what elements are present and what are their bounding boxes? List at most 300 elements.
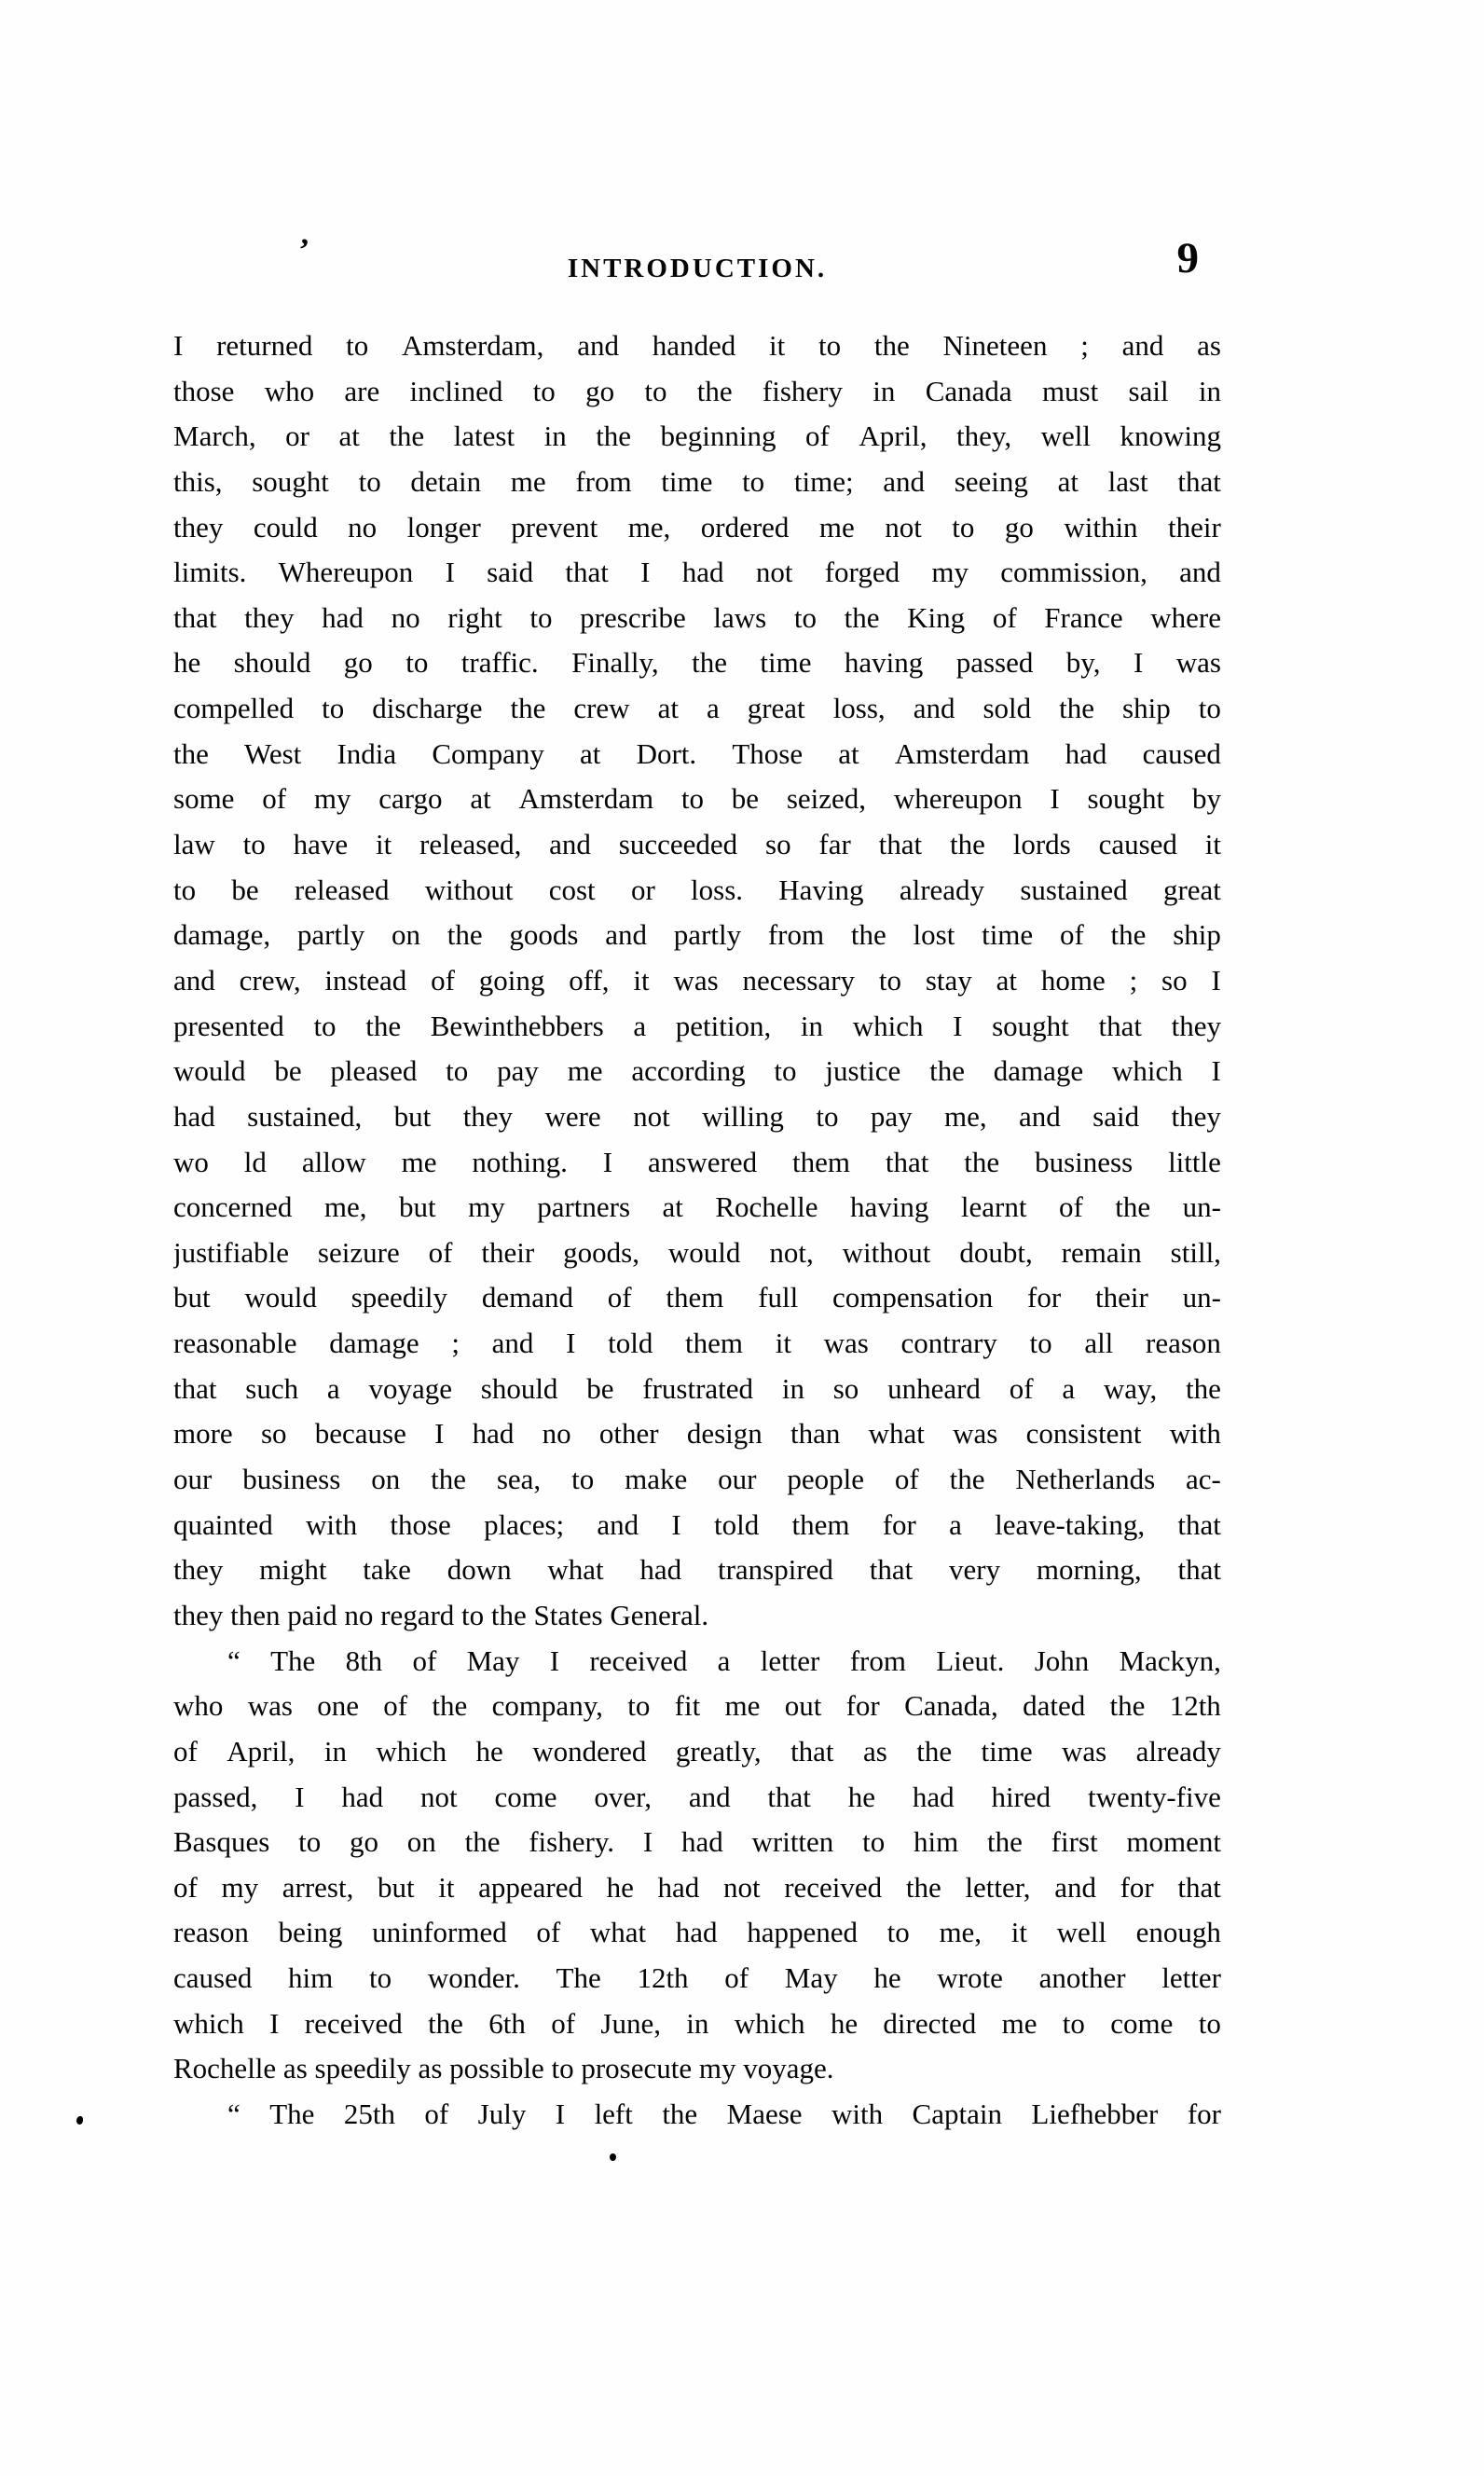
word: so xyxy=(1161,963,1188,997)
word: reason xyxy=(1146,1327,1221,1360)
word: on xyxy=(391,918,420,952)
word: whereupon xyxy=(893,782,1023,816)
text-line xyxy=(173,1321,1221,1367)
word: that xyxy=(790,1734,834,1768)
word: reasonable xyxy=(173,1327,297,1360)
word: him xyxy=(914,1825,959,1859)
ink-speck-apostrophe: ’ xyxy=(296,232,311,268)
word: of xyxy=(607,1281,632,1314)
word: was xyxy=(247,1689,293,1723)
word: had xyxy=(639,1553,682,1587)
word: in xyxy=(686,2006,709,2040)
text-line xyxy=(173,1275,1221,1321)
word: I xyxy=(640,556,651,589)
word: hired xyxy=(991,1780,1051,1813)
text-line xyxy=(173,460,1221,505)
word: of xyxy=(1059,918,1084,952)
word: limits. xyxy=(173,556,247,589)
text-line xyxy=(173,777,1221,822)
text-line xyxy=(173,868,1221,914)
word: this, xyxy=(173,464,223,498)
word: time xyxy=(661,464,713,498)
word: sold xyxy=(982,692,1032,725)
word: without xyxy=(424,873,514,906)
word: April, xyxy=(859,420,928,453)
word: of xyxy=(551,2006,576,2040)
word: great xyxy=(1162,873,1221,906)
word: first xyxy=(1051,1825,1098,1859)
word: our xyxy=(173,1463,213,1496)
word: them xyxy=(791,1507,850,1541)
word: sea, xyxy=(496,1463,542,1496)
word: cargo xyxy=(378,782,443,816)
word: the xyxy=(596,420,632,453)
word: sought xyxy=(992,1009,1069,1042)
word: sustained xyxy=(1020,873,1128,906)
word: be xyxy=(586,1371,614,1405)
word: the xyxy=(431,1463,466,1496)
word: and xyxy=(1179,556,1221,589)
word: and xyxy=(605,918,647,952)
word: to xyxy=(173,873,197,906)
word: to xyxy=(313,1009,337,1042)
word: well xyxy=(1056,1916,1106,1949)
word: in xyxy=(781,1371,804,1405)
word: released xyxy=(294,873,390,906)
word: that xyxy=(1098,1009,1142,1042)
word: last xyxy=(1107,464,1148,498)
word: might xyxy=(259,1553,327,1587)
word: full xyxy=(758,1281,799,1314)
word: a xyxy=(633,1009,647,1042)
word: sought xyxy=(1087,782,1165,816)
text-line xyxy=(173,1820,1221,1865)
word: not xyxy=(722,1870,761,1904)
word: passed, xyxy=(173,1780,258,1813)
word: reason xyxy=(173,1916,249,1949)
word: petition, xyxy=(675,1009,772,1042)
word: received xyxy=(589,1644,688,1677)
word: compelled xyxy=(173,692,295,725)
word: the xyxy=(173,736,209,770)
word: remain xyxy=(1061,1235,1142,1269)
word: May xyxy=(784,1961,838,1995)
word: my xyxy=(468,1190,505,1224)
word: left xyxy=(594,2097,633,2130)
word: morning, xyxy=(1036,1553,1142,1587)
word: caused xyxy=(1142,736,1221,770)
word: partly xyxy=(673,918,742,952)
word: that xyxy=(885,1145,929,1178)
word: it xyxy=(375,828,392,861)
word: to xyxy=(793,600,818,634)
word: fishery. xyxy=(529,1825,615,1859)
word: him xyxy=(288,1961,334,1995)
word: had xyxy=(681,556,724,589)
word: as xyxy=(1197,329,1221,362)
word: they xyxy=(1171,1099,1221,1133)
word: I xyxy=(1050,782,1060,816)
word: me, xyxy=(944,1099,987,1133)
word: my xyxy=(313,782,351,816)
word: would xyxy=(173,1054,246,1088)
word: of xyxy=(894,1463,919,1496)
word: un- xyxy=(1182,1281,1221,1314)
word: at xyxy=(470,782,491,816)
word: it xyxy=(1204,828,1221,861)
word: dated xyxy=(1023,1689,1086,1723)
word: who xyxy=(264,374,315,407)
word: moment xyxy=(1126,1825,1221,1859)
word: said xyxy=(487,556,534,589)
paragraph xyxy=(173,323,1221,1639)
word: succeeded xyxy=(618,828,738,861)
word: had xyxy=(675,1916,718,1949)
word: to xyxy=(1198,692,1221,725)
word: damage, xyxy=(173,918,271,952)
word: having xyxy=(844,646,924,680)
text-line: Rochelle as speedily as possible to prosecute my voyage. xyxy=(173,2052,834,2085)
word: Netherlands xyxy=(1015,1463,1156,1496)
word: 12th xyxy=(1169,1689,1221,1723)
word: at xyxy=(657,692,679,725)
word: directed xyxy=(883,2006,977,2040)
word: would xyxy=(667,1235,741,1269)
word: from xyxy=(767,918,825,952)
word: I xyxy=(555,2097,566,2130)
word: had xyxy=(341,1780,384,1813)
word: the xyxy=(447,918,483,952)
word: to xyxy=(680,782,705,816)
word: he xyxy=(606,1870,634,1904)
word: ; xyxy=(1080,329,1089,362)
word: to xyxy=(446,1054,469,1088)
word: who xyxy=(173,1689,224,1723)
word: wondered xyxy=(532,1734,647,1768)
word: seized, xyxy=(786,782,867,816)
word: caused xyxy=(173,1961,253,1995)
word: Canada xyxy=(925,374,1012,407)
word: caused xyxy=(1098,828,1177,861)
text-line xyxy=(173,1411,1221,1457)
word: returned xyxy=(216,329,313,362)
word: I xyxy=(295,1780,305,1813)
text-line xyxy=(173,323,1221,369)
word: of xyxy=(412,1644,437,1677)
word: ld xyxy=(243,1145,267,1178)
word: over, xyxy=(594,1780,652,1813)
word: twenty-five xyxy=(1087,1780,1221,1813)
word: at xyxy=(996,963,1018,997)
word: the xyxy=(950,828,985,861)
word: learnt xyxy=(960,1190,1027,1224)
text-line xyxy=(173,1910,1221,1956)
word: to xyxy=(878,963,902,997)
word: April, xyxy=(227,1734,295,1768)
word: than xyxy=(790,1417,841,1451)
word: the xyxy=(1059,692,1095,725)
word: and xyxy=(1054,1870,1096,1904)
word: arrest, xyxy=(282,1870,354,1904)
word: partners xyxy=(537,1190,631,1224)
word: ordered xyxy=(700,510,790,543)
paragraph xyxy=(173,2092,1221,2138)
word: go xyxy=(585,374,615,407)
text-line xyxy=(173,686,1221,732)
word: lords xyxy=(1012,828,1071,861)
word: cost xyxy=(548,873,596,906)
word: fishery xyxy=(762,374,843,407)
word: latest xyxy=(453,420,515,453)
word: me xyxy=(567,1054,603,1088)
text-line xyxy=(173,414,1221,460)
word: very xyxy=(949,1553,1001,1587)
word: was xyxy=(673,963,719,997)
word: not xyxy=(633,1099,670,1133)
word: me, xyxy=(627,510,671,543)
word: willing xyxy=(702,1099,784,1133)
word: the xyxy=(929,1054,965,1088)
word: I xyxy=(953,1009,963,1042)
word: and xyxy=(1121,329,1164,362)
word: having xyxy=(850,1190,929,1224)
word: for xyxy=(1187,2097,1221,2130)
word: to xyxy=(886,1916,910,1949)
word: the xyxy=(916,1734,953,1768)
word: that xyxy=(1177,1507,1221,1541)
word: voyage xyxy=(368,1371,452,1405)
word: he xyxy=(847,1780,876,1813)
word: for xyxy=(1120,1870,1154,1904)
word: business xyxy=(1035,1145,1134,1178)
word: The xyxy=(556,1961,601,1995)
word: prescribe xyxy=(580,600,686,634)
word: that xyxy=(173,600,217,634)
word: the xyxy=(844,600,880,634)
word: detain xyxy=(410,464,482,498)
word: damage xyxy=(329,1327,419,1360)
word: the xyxy=(964,1145,1000,1178)
word: being xyxy=(278,1916,343,1949)
word: according xyxy=(631,1054,746,1088)
word: the xyxy=(905,1870,941,1904)
word: the xyxy=(1186,1371,1221,1405)
word: greatly, xyxy=(675,1734,762,1768)
word: to xyxy=(368,1961,392,1995)
word: out xyxy=(784,1689,822,1723)
word: was xyxy=(823,1327,869,1360)
word: goods, xyxy=(563,1235,639,1269)
word: Finally, xyxy=(571,646,659,680)
word: their xyxy=(481,1235,535,1269)
word: June, xyxy=(600,2006,661,2040)
word: loss, xyxy=(832,692,886,725)
word: by xyxy=(1191,782,1221,816)
word: I xyxy=(549,1644,560,1677)
word: that xyxy=(869,1553,914,1587)
word: laws xyxy=(713,600,767,634)
word: me xyxy=(818,510,855,543)
word: commission, xyxy=(1000,556,1147,589)
word: I xyxy=(269,2006,280,2040)
word: goods xyxy=(509,918,579,952)
word: without xyxy=(842,1235,931,1269)
word: be xyxy=(274,1054,302,1088)
word: those xyxy=(173,374,235,407)
word: letter xyxy=(760,1644,820,1677)
word: had xyxy=(680,1825,723,1859)
word: all xyxy=(1084,1327,1114,1360)
word: I xyxy=(434,1417,445,1451)
word: uninformed xyxy=(372,1916,507,1949)
word: contrary xyxy=(900,1327,997,1360)
word: to xyxy=(816,1099,839,1133)
word: from xyxy=(849,1644,906,1677)
word: was xyxy=(1062,1734,1107,1768)
word: the xyxy=(365,1009,402,1042)
word: with xyxy=(306,1507,358,1541)
text-line xyxy=(173,1503,1221,1548)
word: to xyxy=(952,510,975,543)
word: other xyxy=(598,1417,659,1451)
word: to xyxy=(571,1463,595,1496)
word: the xyxy=(1109,1689,1146,1723)
word: King xyxy=(907,600,966,634)
word: the xyxy=(432,1689,468,1723)
word: business xyxy=(242,1463,341,1496)
word: come xyxy=(1110,2006,1174,2040)
word: our xyxy=(718,1463,757,1496)
page-number: 9 xyxy=(1176,234,1199,282)
word: they xyxy=(173,510,224,543)
word: that xyxy=(173,1371,217,1405)
word: loss. xyxy=(691,873,744,906)
word: no xyxy=(542,1417,571,1451)
word: of xyxy=(536,1916,561,1949)
word: West xyxy=(244,736,302,770)
word: such xyxy=(245,1371,299,1405)
word: passed xyxy=(955,646,1034,680)
word: seeing xyxy=(954,464,1028,498)
word: their xyxy=(1094,1281,1148,1314)
word: they xyxy=(173,1553,224,1587)
word: well xyxy=(1040,420,1091,453)
word: un- xyxy=(1182,1190,1221,1224)
text-line xyxy=(173,1185,1221,1231)
word: it xyxy=(775,1327,791,1360)
word: received xyxy=(784,1870,883,1904)
word: traffic. xyxy=(460,646,539,680)
word: discharge xyxy=(372,692,483,725)
text-line xyxy=(173,822,1221,868)
word: Canada, xyxy=(904,1689,998,1723)
word: a xyxy=(717,1644,731,1677)
word: Lieut. xyxy=(936,1644,1005,1677)
word: quainted xyxy=(173,1507,273,1541)
word: he xyxy=(173,646,201,680)
word: and xyxy=(549,828,591,861)
word: and xyxy=(597,1507,639,1541)
word: demand xyxy=(481,1281,573,1314)
word: Maese xyxy=(726,2097,803,2130)
word: going xyxy=(478,963,545,997)
word: not, xyxy=(769,1235,814,1269)
word: Whereupon xyxy=(278,556,414,589)
word: the xyxy=(696,374,733,407)
word: must xyxy=(1041,374,1099,407)
word: justifiable xyxy=(173,1235,289,1269)
word: answered xyxy=(648,1145,758,1178)
word: Company xyxy=(432,736,544,770)
word: time xyxy=(981,1734,1033,1768)
word: in xyxy=(543,420,567,453)
text-line xyxy=(173,1094,1221,1140)
ink-speck-dot xyxy=(76,2116,83,2125)
word: Those xyxy=(732,736,804,770)
word: but xyxy=(398,1190,436,1224)
word: home xyxy=(1040,963,1106,997)
word: to xyxy=(862,1825,886,1859)
word: the xyxy=(873,329,910,362)
word: that xyxy=(1177,464,1221,498)
word: pay xyxy=(497,1054,539,1088)
word: company, xyxy=(491,1689,603,1723)
text-line xyxy=(173,2092,1221,2138)
word: to xyxy=(298,1825,322,1859)
word: were xyxy=(544,1099,601,1133)
word: make xyxy=(625,1463,688,1496)
text-line xyxy=(173,1004,1221,1050)
word: Captain xyxy=(912,2097,1002,2130)
word: pay xyxy=(870,1099,913,1133)
word: or xyxy=(630,873,655,906)
word: places; xyxy=(484,1507,565,1541)
word: to xyxy=(322,692,345,725)
word: another xyxy=(1038,1961,1126,1995)
word: for xyxy=(845,1689,880,1723)
ink-speck-dot xyxy=(610,2153,616,2161)
word: happened xyxy=(747,1916,858,1949)
word: Nineteen xyxy=(942,329,1048,362)
running-head-title: INTRODUCTION. xyxy=(567,254,828,283)
word: I xyxy=(671,1507,681,1541)
word: me, xyxy=(323,1190,367,1224)
word: transpired xyxy=(717,1553,833,1587)
word: 6th xyxy=(488,2006,526,2040)
word: I xyxy=(445,556,455,589)
word: sought xyxy=(252,464,329,498)
word: not xyxy=(419,1780,458,1813)
word: had xyxy=(912,1780,955,1813)
word: so xyxy=(832,1371,859,1405)
word: written xyxy=(751,1825,834,1859)
word: of xyxy=(173,1870,198,1904)
word: in xyxy=(800,1009,824,1042)
word: their xyxy=(1168,510,1221,543)
word: which xyxy=(852,1009,924,1042)
word: be xyxy=(731,782,760,816)
word: ; xyxy=(1129,963,1138,997)
word: received xyxy=(304,2006,403,2040)
word: the xyxy=(510,692,546,725)
word: wrote xyxy=(937,1961,1003,1995)
word: go xyxy=(1004,510,1034,543)
word: had xyxy=(173,1099,215,1133)
word: he xyxy=(830,2006,859,2040)
word: as xyxy=(862,1734,887,1768)
word: the xyxy=(949,1463,985,1496)
word: should xyxy=(480,1371,558,1405)
